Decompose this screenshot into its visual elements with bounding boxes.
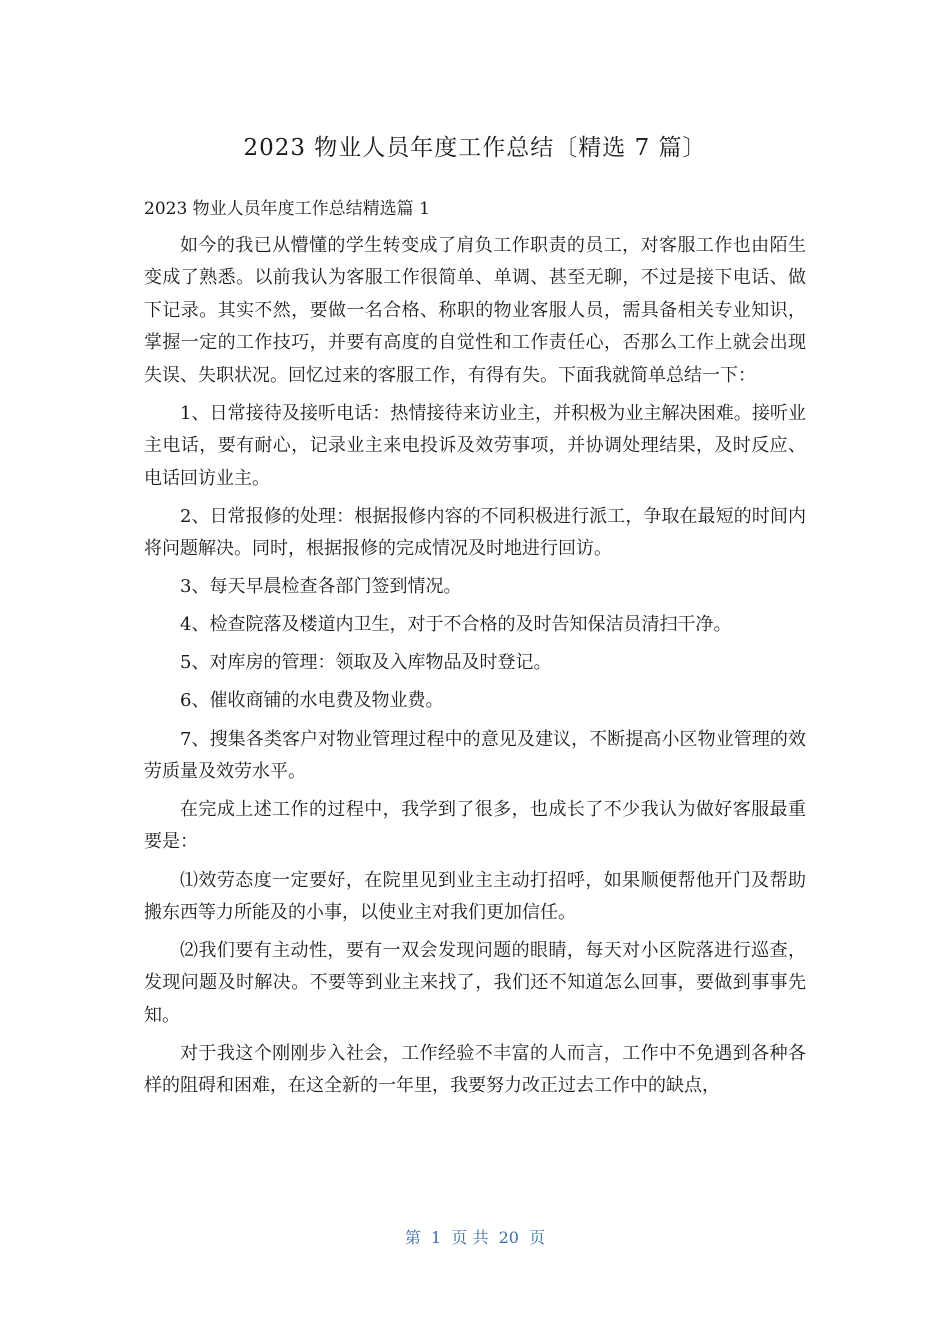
document-body — [144, 230, 806, 1108]
paragraph: 1、日常接待及接听电话：热情接待来访业主，并积极为业主解决困难。接听业主电话，要有耐心，记录业主来电投诉及效劳事项，并协调处理结果，及时反应、电话回访业主。 — [144, 402, 806, 489]
paragraph: 3、每天早晨检查各部门签到情况。 — [180, 576, 462, 598]
paragraph: 如今的我已从懵懂的学生转变成了肩负工作职责的员工，对客服工作也由陌生变成了熟悉。以前我认为客服工作很简单、单调、甚至无聊，不过是接下电话、做下记录。其实不然，要做一名合格、称职的物业客服人员，需具备相关专业知识，掌握一定的工作技巧，并要有高度的自觉性和工作责任心，否那么工作上就会出现失误、失职状况。回忆过来的客服工作，有得有失。下面我就简单总结一下： — [144, 235, 806, 386]
paragraph: 6、催收商铺的水电费及物业费。 — [180, 690, 444, 712]
page-number-footer: 第 1 页 共 20 页 — [404, 1228, 546, 1247]
paragraph: 4、检查院落及楼道内卫生，对于不合格的及时告知保洁员清扫干净。 — [180, 614, 732, 636]
paragraph: 在完成上述工作的过程中，我学到了很多，也成长了不少我认为做好客服最重要是： — [144, 799, 806, 853]
paragraph: ⑴效劳态度一定要好，在院里见到业主主动打招呼，如果顺便帮他开门及帮助搬东西等力所能及的小事，以使业主对我们更加信任。 — [144, 869, 806, 923]
paragraph: 对于我这个刚刚步入社会，工作经验不丰富的人而言，工作中不免遇到各种各样的阻碍和困难，在这全新的一年里，我要努力改正过去工作中的缺点， — [144, 1042, 806, 1097]
document-title: 2023 物业人员年度工作总结〔精选 7 篇〕 — [243, 135, 707, 161]
paragraph: 5、对库房的管理：领取及入库物品及时登记。 — [180, 652, 552, 674]
paragraph: 7、搜集各类客户对物业管理过程中的意见及建议，不断提高小区物业管理的效劳质量及效劳水平。 — [144, 728, 806, 782]
paragraph: ⑵我们要有主动性，要有一双会发现问题的眼睛，每天对小区院落进行巡查，发现问题及时解决。不要等到业主来找了，我们还不知道怎么回事，要做到事事先知。 — [144, 940, 806, 1026]
paragraph: 2、日常报修的处理：根据报修内容的不同积极进行派工，争取在最短的时间内将问题解决。同时，根据报修的完成情况及时地进行回访。 — [144, 505, 806, 560]
section-heading: 2023 物业人员年度工作总结精选篇 1 — [144, 199, 430, 219]
